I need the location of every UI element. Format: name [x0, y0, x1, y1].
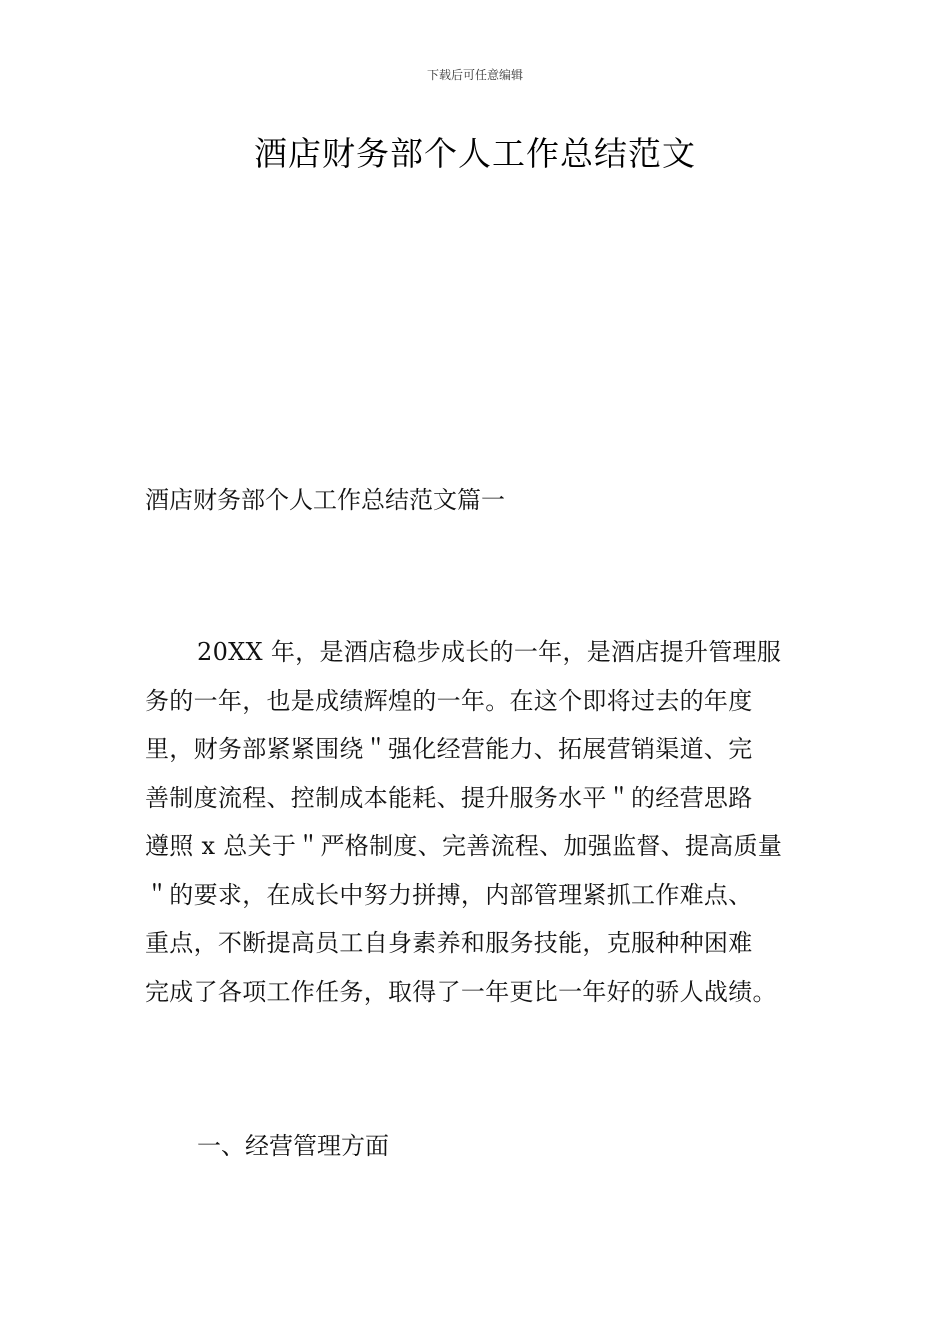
paragraph-line: 善制度流程、控制成本能耗、提升服务水平＂的经营思路 [145, 783, 753, 812]
subheading: 一、经营管理方面 [197, 1132, 389, 1160]
paragraph-line: 里，财务部紧紧围绕＂强化经营能力、拓展营销渠道、完 [145, 735, 753, 763]
paragraph-line: ＂的要求，在成长中努力拼搏，内部管理紧抓工作难点、 [145, 880, 753, 909]
document-title: 酒店财务部个人工作总结范文 [254, 134, 696, 173]
paragraph-line: 20XX 年，是酒店稳步成长的一年，是酒店提升管理服 [197, 638, 782, 666]
paragraph-line: 务的一年，也是成绩辉煌的一年。在这个即将过去的年度 [145, 686, 753, 715]
paragraph-line: 遵照 x 总关于＂严格制度、完善流程、加强监督、提高质量 [145, 832, 783, 860]
body-paragraph [145, 628, 809, 1016]
paragraph-line: 重点，不断提高员工自身素养和服务技能，克服种种困难 [145, 929, 753, 957]
section-heading: 酒店财务部个人工作总结范文篇一 [145, 486, 505, 514]
paragraph-line: 完成了各项工作任务，取得了一年更比一年好的骄人战绩。 [145, 977, 777, 1006]
header-note: 下载后可任意编辑 [426, 68, 523, 82]
